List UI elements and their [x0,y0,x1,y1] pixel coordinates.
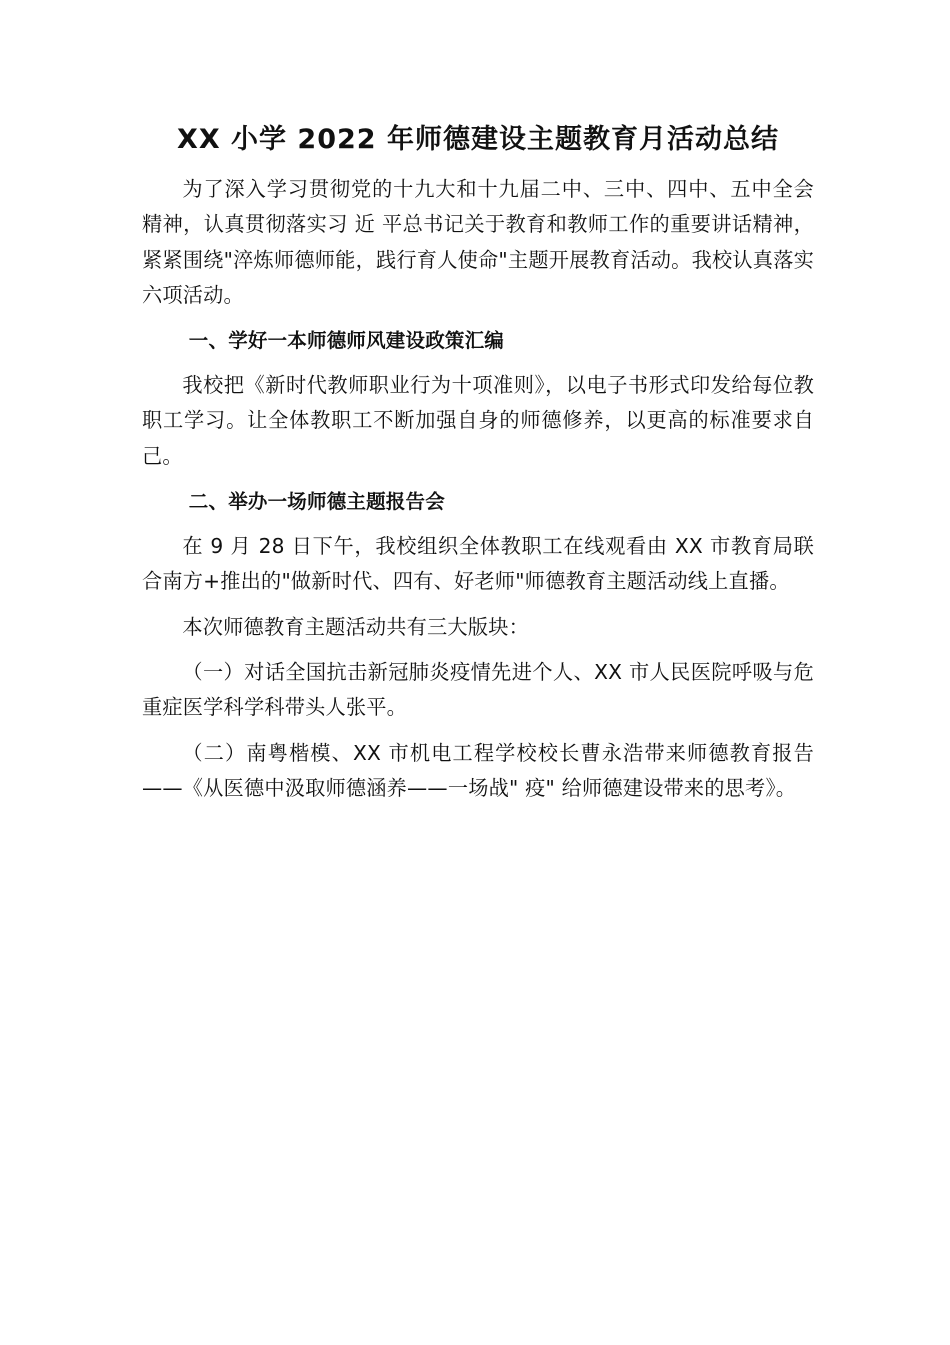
section-2-summary: 本次师德教育主题活动共有三大版块： [182,614,529,639]
document-title: XX 小学 2022 年师德建设主题教育月活动总结 [177,124,779,155]
section-1-paragraph: 我校把《新时代教师职业行为十项准则》，以电子书形式印发给每位教职工学习。让全体教职工不断加强自身的师德修养，以更高的标准要求自己。 [142,373,814,468]
section-2-item-1: （一）对话全国抗击新冠肺炎疫情先进个人、XX 市人民医院呼吸与危重症医学科学科带头人张平。 [142,659,814,720]
section-1-heading: 一、学好一本师德师风建设政策汇编 [188,329,504,353]
intro-paragraph: 为了深入学习贯彻党的十九大和十九届二中、三中、四中、五中全会精神，认真贯彻落实习 近 平总书记关于教育和教师工作的重要讲话精神，紧紧围绕"淬炼师德师能，践行育人使命"主题开展教育活动。我校认真落实六项活动。 [142,177,814,307]
section-2-item-2: （二）南粤楷模、XX 市机电工程学校校长曹永浩带来师德教育报告——《从医德中汲取师德涵养——一场战" 疫" 给师德建设带来的思考》。 [142,740,814,800]
section-2-heading: 二、举办一场师德主题报告会 [188,490,445,514]
document-page [142,118,814,816]
section-2-paragraph: 在 9 月 28 日下午，我校组织全体教职工在线观看由 XX 市教育局联合南方+推出的"做新时代、四有、好老师"师德教育主题活动线上直播。 [142,534,814,594]
